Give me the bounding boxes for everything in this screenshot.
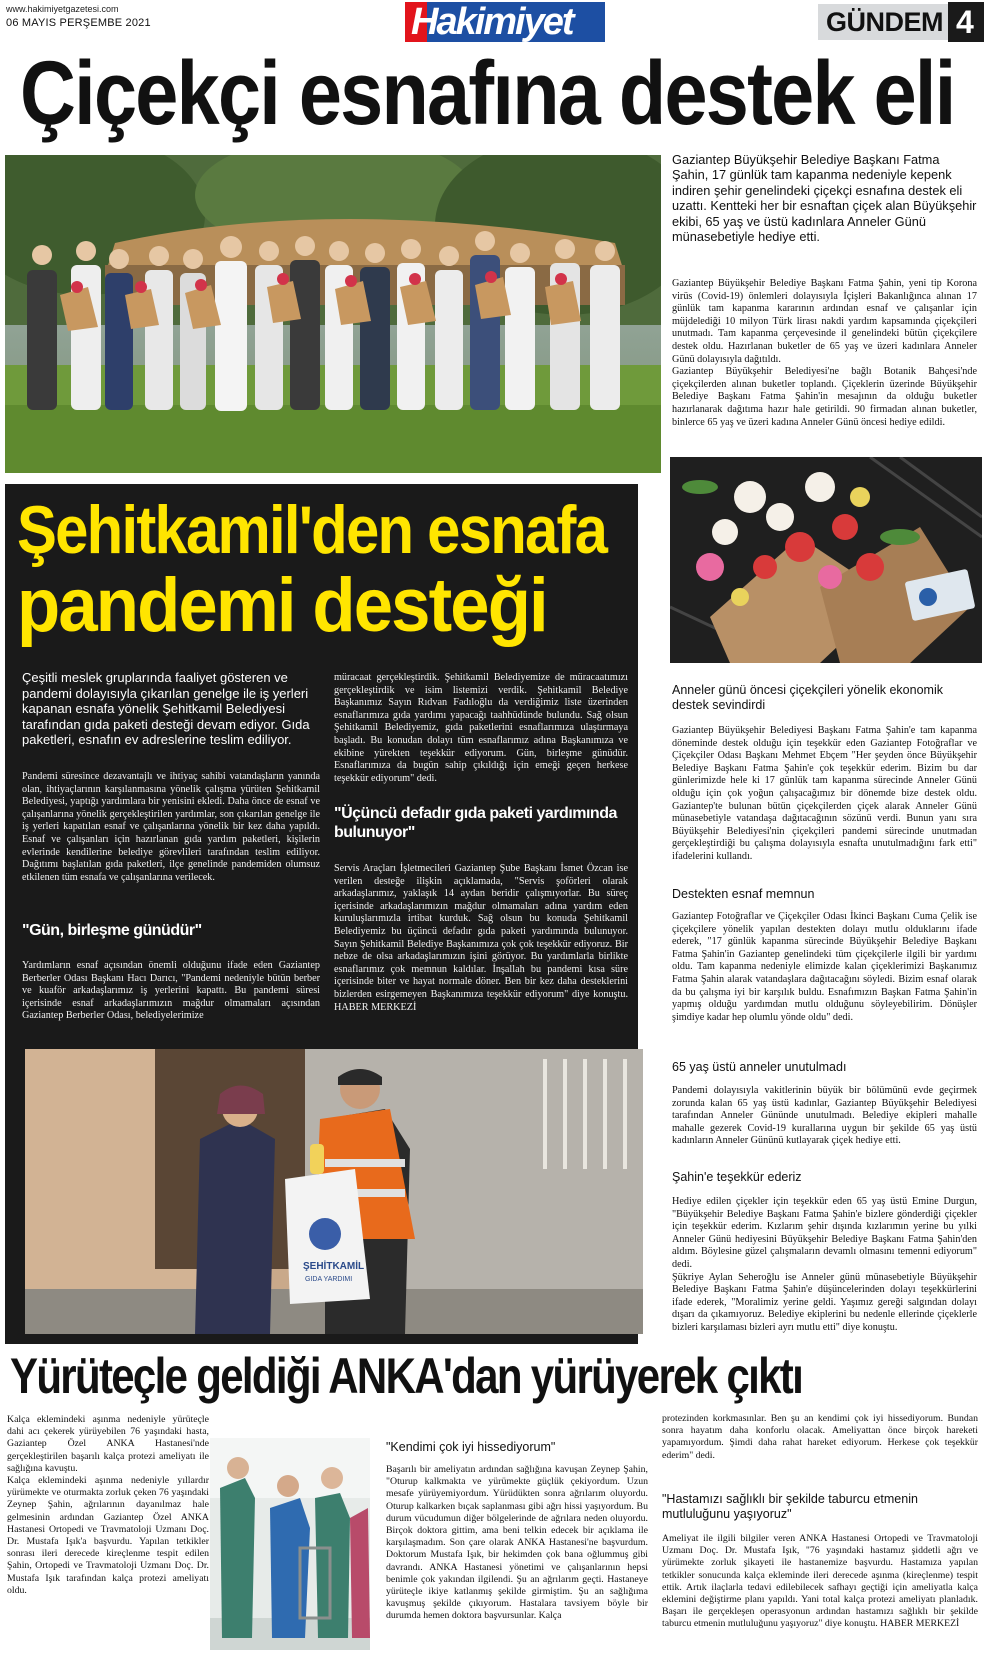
lead-cicekci: Gaziantep Büyükşehir Belediye Başkanı Fatma Şahin, 17 günlük tam kapanma nedeniyle kepenk indiren şehir genelindeki çiçekçi esnafına destek eli uzattı. Kentteki her bir esnaftan çiçek alan Büyükşehir ekibi, 65 yaş ve üstü kadınlara Anneler Günü münasebetiyle hediye etti. <box>672 152 977 245</box>
dark-box-sehitkamil <box>5 484 638 1344</box>
body-sehitkamil-4: Servis Araçları İşletmecileri Gaziantep Şube Başkanı İsmet Özcan ise verilen desteğe ilişkin açıklamada, "Servis şoförleri olarak arkadaşlarımız, yaklaşık 14 aydan beridir çalışmıyorlar. Bu süreç içerisinde arkadaşlarımızın mağdur olmamaları adına yardım eden kuruluşlarımızla irtibat kurduk. Sağ olsun bu konuda Şehitkamil Belediyemiz bu üçüncü defadır gıda paketi yardımında bulunuyor. Sayın Şehitkamil Belediye Başkanımıza çok çok teşekkür ediyoruz. Bir nebze de olsa arkadaşlarımızın işini görüyor. Bu yardımlarla birlikte esnaflarımız çok memnun kaldılar. İnşallah bu pandemi kısa süre içerisinde biter ve hayat normale döner. Ben bir kez daha desteklerini bizlerden esirgemeyen Başkanımıza teşekkür ediyorum" diye konuştu. HABER MERKEZİ <box>334 863 628 1013</box>
photo-food-delivery <box>25 1049 643 1334</box>
body-cicekci-5: Hediye edilen çiçekler için teşekkür eden 65 yaş üstü Emine Durgun, "Büyükşehir Belediye Başkanı Fatma Şahin'e bizlere gönderdiği çiçekler için teşekkür ederim. Kızlarım şehir dışında kızlarımın yerine bu yılki Anneler Günü hediyesini Büyükşehir Belediye Başkanı Fatma Şahin'den aldım. Böylesine güzel çalışmaların devamlı olmasını temenni ediyorum" dedi. Şükriye Aylan Seheroğlu ise Anneler günü münasebetiyle Büyükşehir Belediye Başkanı Fatma Şahin'e düşüncelerinden dolayı teşekkürlerini ifade ederek, "Moralimiz yerine geldi. Yaşımız gereği salgından dolayı dışarı da çıkamıyoruz. Belediye ekiplerini bu nedenle ellerinde çiçeklerle bizleri karşılaması bizleri ayrı mutlu etti" diye konuştu. <box>672 1196 977 1333</box>
masthead-logo <box>405 2 605 42</box>
issue-date: 06 MAYIS PERŞEMBE 2021 <box>6 17 151 29</box>
headline-sehitkamil-line2: pandemi desteği <box>17 563 547 648</box>
body-sehitkamil-3: müracaat gerçekleştirdik. Şehitkamil Belediyemize de müracaatımızı gerçekleştirdik ve isim listemizi verdik. Şehitkamil Belediye Başkanımız Sayın Rıdvan Fadıloğlu da verdiğimiz liste üzerinden esnaflarımıza gıda yardımı yapacağı taahhüdünde bulundu. Sağ olsun Şehitkamil Belediyemiz, gıda paketlerini esnaflarımıza ulaştırmaya başladı. Bu konudan dolayı tüm esnaflarımız adına Başkanımıza ve ekibine yürekten teşekkür ediyorum. Gün, birleşme günüdür. Esnaflarımıza da bugün sahip çıkıldığı için emeği geçen herkese teşekkür ediyorum" dedi. <box>334 672 628 784</box>
group-photo-illustration <box>5 155 661 473</box>
body-sehitkamil-1: Pandemi süresince dezavantajlı ve ihtiyaç sahibi vatandaşların yanında olan, ihtiyaçlarının karşılanmasına yönelik çalışma yürüten Şehitkamil Belediyesi, yaptığı yardımlara bir yenisini ekledi. Daha önce de esnaf ve çalışanlarına yönelik gerçekleştirilen yardımlar, son çıkarılan genelge ile iş yerleri kapatılan esnaf ve çalışanlarına yönelik bir kez daha yapıldı. Esnaf ve çalışanları için hazırlanan gıda yardım paketleri, kişilerin evlerinde kendilerine belediye görevlileri tarafından teslim ediliyor. Dağıtımı başlatılan gıda paketleri, ilçe genelinde pandemiden olumsuz etkilenen tüm esnafa ve çalışanlarına verilecek. <box>22 771 320 883</box>
lead-sehitkamil: Çeşitli meslek gruplarında faaliyet gösteren ve pandemi dolayısıyla çıkarılan genelge ile iş yerleri kapanan esnafa yönelik Şehitkamil Belediyesi tarafından gıda paketi desteği devam ediyor. Gıda paketleri, esnafın ev adreslerine teslim ediliyor. <box>22 670 310 748</box>
subhead-kendimi-iyi: "Kendimi çok iyi hissediyorum" <box>386 1440 556 1454</box>
body-cicekci-1: Gaziantep Büyükşehir Belediye Başkanı Fatma Şahin, yeni tip Korona virüs (Covid-19) önlemleri dolayısıyla İçişleri Bakanlığınca alınan 17 günlük tam kapanma kararının ardından esnaf ve çalışanlar için müjdelediği 10 milyon Türk lirası nakdi yardım kapsamında çiçekçileri unutmadı. Tam kapanma çerçevesinde il genelindeki bütün çiçekçilere destek oldu. Hazırlanan buketler de 65 yaş ve üzeri kadınlara Anneler Günü dolayısıyla dağıtıldı. Gaziantep Büyükşehir Belediyesi'ne bağlı Botanik Bahçesi'nde çiçekçilerden alınan buketler toplandı. Çiçeklerin üzerinde Büyükşehir Belediye Başkanı Fatma Şahin'in mesajının da olduğu buketler hazırlanarak dağıtıma hazır hale getirildi. 90 firmadan alınan buketler, binlerce 65 yaş ve üzeri kadına Anneler Günü öncesi hediye edildi. <box>672 278 977 428</box>
body-anka-1: Kalça eklemindeki aşınma nedeniyle yürüteçle dahi acı çekerek yürüyebilen 76 yaşındaki hasta, Gaziantep Özel ANKA Hastanesi'nde gerçekleştirilen başarılı kalça protezi ameliyatı ile sağlığına kavuştu. Kalça eklemindeki aşınma nedeniyle yıllardır yürümekte ve oturmakta zorluk çeken 76 yaşındaki Zeynep Şahin, ağrılarının dayanılmaz hale gelmesinin ardından Gaziantep Özel ANKA Hastanesi Ortopedi ve Travmatoloji Uzmanı Doç. Dr. Mustafa Işık'a başvurdu. Yapılan tetkikler sonrası ileri derecede kireçlenme tespit edilen Şahin, Ortopedi ve Travmatoloji Uzmanı Doç. Dr. Mustafa Işık tarafından kalça protezi ameliyatı oldu. <box>7 1414 209 1596</box>
photo-hospital-patient <box>210 1438 370 1650</box>
delivery-illustration <box>25 1049 643 1334</box>
website-url: www.hakimiyetgazetesi.com <box>6 4 119 14</box>
body-anka-2: Başarılı bir ameliyatın ardından sağlığına kavuşan Zeynep Şahin, "Oturup kalkmakta ve yürümekte güçlük çekiyordum. Uzun mesafe yürüyemiyordum. Yürüdükten sonra ağrılarım oluyordu. Oturup kalkarken bıçak saplanması gibi ağrı hissi yaşıyordum. Bu durum vücudumun diğer bölgelerinde de ağrılara neden oluyordu. Birçok doktora gittim, ama beni telkin edecek bir açıklama ile karşılaşmadım. Son çare olarak ANKA Hastanesi'ne başvurdum. Doktorum Mustafa Işık, bir hekimden çok bana oğlummuş gibi davrandı. ANKA Hastanesi yönetimi ve çalışanlarının hepsi benimle çok yakından ilgilendi. Şu an ağrılarım geçti. Hastaneye yürüteçle ikiye katlanmış şekilde girmiştim. Şu an sağlığıma kavuşmuş şekilde çıkıyorum. Hastalara tavsiyem böyle bir durumda hemen doktora başvursunlar. Kalça <box>386 1464 648 1622</box>
body-cicekci-3: Gaziantep Fotoğraflar ve Çiçekçiler Odası İkinci Başkanı Cuma Çelik ise çiçekçilere yönelik yapılan destekten dolayı mutlu olduklarını ifade ederek, "17 günlük kapanma sürecinde Büyükşehir Belediye Başkanı Fatma Şahin'in Gaziantep genelindeki tüm çiçekçilerle ilgili bir yardımı oldu. Tam kapanma nedeniyle elimizde kalan çiçeklerimizi Başkanımız Fatma Şahin alarak vatandaşlara dağıtacağını söyledi. Bizim esnaf olarak da bu çalışma iyi bir karşılık buldu. Esnafımızın Başkan Fatma Şahin'in yapmış olduğu yardımdan mutlu olduğunu söyleyebilirim. Dönüşler şimdiye kadar hep olumlu yönde oldu" dedi. <box>672 911 977 1023</box>
body-cicekci-4: Pandemi dolayısıyla vakitlerinin büyük bir bölümünü evde geçirmek zorunda kalan 65 yaş üstü kadınlar, Gaziantep Büyükşehir Belediyesi tarafından Anneler Gününde unutulmadı. Belediye ekipleri mahalle mahalle gezerek Covid-19 kurallarına uygun bir şekilde 65 yaş üstü kadınların Anneler Gününü kutlayarak çiçek hediye etti. <box>672 1085 977 1147</box>
photo-flower-bouquets <box>670 457 982 663</box>
bag-label-1: ŞEHİTKAMİL <box>303 1261 365 1272</box>
logo-wordmark: Hakimiyet <box>411 2 573 42</box>
subhead-destekten-esnaf: Destekten esnaf memnun <box>672 887 815 901</box>
subhead-birlesme-gunu: "Gün, birleşme günüdür" <box>22 922 202 939</box>
bag-label-2: GIDA YARDIMI <box>305 1276 353 1283</box>
hospital-illustration <box>210 1438 370 1650</box>
headline-cicekci: Çiçekçi esnafına destek eli <box>20 44 955 144</box>
headline-anka: Yürüteçle geldiği ANKA'dan yürüyerek çıktı <box>10 1348 803 1404</box>
flowers-illustration <box>670 457 982 663</box>
body-sehitkamil-2: Yardımların esnaf açısından önemli olduğunu ifade eden Gaziantep Berberler Odası Başkanı Hacı Darıcı, "Pandemi nedeniyle bütün berber ve kuaför arkadaşlarımız iş yerlerini kapattı. Bu pandemi süresi içerisinde esnaf arkadaşlarımızın mağdur olmamaları açısından Gaziantep Berberler Odası, belediyelerimize <box>22 960 320 1022</box>
subhead-taburcu: "Hastamızı sağlıklı bir şekilde taburcu etmenin mutluluğunu yaşıyoruz" <box>662 1492 918 1521</box>
section-name: GÜNDEM <box>826 7 943 37</box>
subhead-sahine-tesekkur: Şahin'e teşekkür ederiz <box>672 1170 802 1184</box>
subhead-65-yas: 65 yaş üstü anneler unutulmadı <box>672 1060 847 1074</box>
page-number-box <box>948 2 984 42</box>
subhead-ekonomik-destek: Anneler günü öncesi çiçekçileri yönelik ekonomik destek sevindirdi <box>672 683 943 712</box>
photo-officials-with-bouquets <box>5 155 661 473</box>
headline-sehitkamil-line1: Şehitkamil'den esnafa <box>17 492 607 568</box>
body-anka-3: protezinden korkmasınlar. Ben şu an kendimi çok iyi hissediyorum. Bundan sonra hayatım daha konforlu olacak. Ameliyattan önce birçok hareketi yapamıyordum. Şimdi daha rahat hareket ediyorum. Herkese çok teşekkür ederim" dedi. <box>662 1413 978 1461</box>
body-cicekci-2: Gaziantep Büyükşehir Belediyesi Başkanı Fatma Şahin'e tam kapanma döneminde destek olduğu için teşekkür eden Gaziantep Fotoğraflar ve Çiçekçiler Odası Başkanı Mehmet Ebçem "Her şeyden önce Büyükşehir Belediye Başkanı Fatma Şahin'e çok teşekkür ederim. Bizim bu dar günlerimizde hele ki 17 günlük tam kapanma sürecinde Anneler Günü olduğu için çok yoğun çalışacağımız bir dönemde bize destek oldu. Gaziantep'te bulunan bütün çiçekçilerden çiçek alarak Anneler Günü münasebetiyle vatandaşa dağıtacağının sözünü verdi. Bunun yanı sıra Büyükşehir Belediyesi'nin çiçekçileri pandemi sürecinde unutmadan gerçekleştirdiği bu çalışma dolayısıyla esnafta unutulmadığını fark etti" ifadelerini kullandı. <box>672 725 977 862</box>
page-number: 4 <box>956 4 974 40</box>
subhead-ucuncu-defa: "Üçüncü defadır gıda paketi yardımında bulunuyor" <box>334 805 617 841</box>
body-anka-4: Ameliyat ile ilgili bilgiler veren ANKA Hastanesi Ortopedi ve Travmatoloji Uzmanı Doç. Dr. Mustafa Işık, "76 yaşındaki hastamız şiddetli ağrı ve yürümekte zorluk şikayeti ile hastanemize başvurdu. Hastamıza yapılan tetkikler sonucunda kalça ekleminde ileri derecede aşınma (kireçlenme) tespit ettik. Artık ilaçlarla tedavi edilebilecek safhayı geçtiği için ameliyatla kalça eklemini değiştirme planı yapıldı. Yani total kalça protezi ameliyatı planladık. Başarı ile gerçekleşen operasyonun ardından hastamızı sağlıklı bir şekilde taburcu etmenin mutluluğunu yaşıyoruz" diye konuştu. HABER MERKEZİ <box>662 1533 978 1630</box>
